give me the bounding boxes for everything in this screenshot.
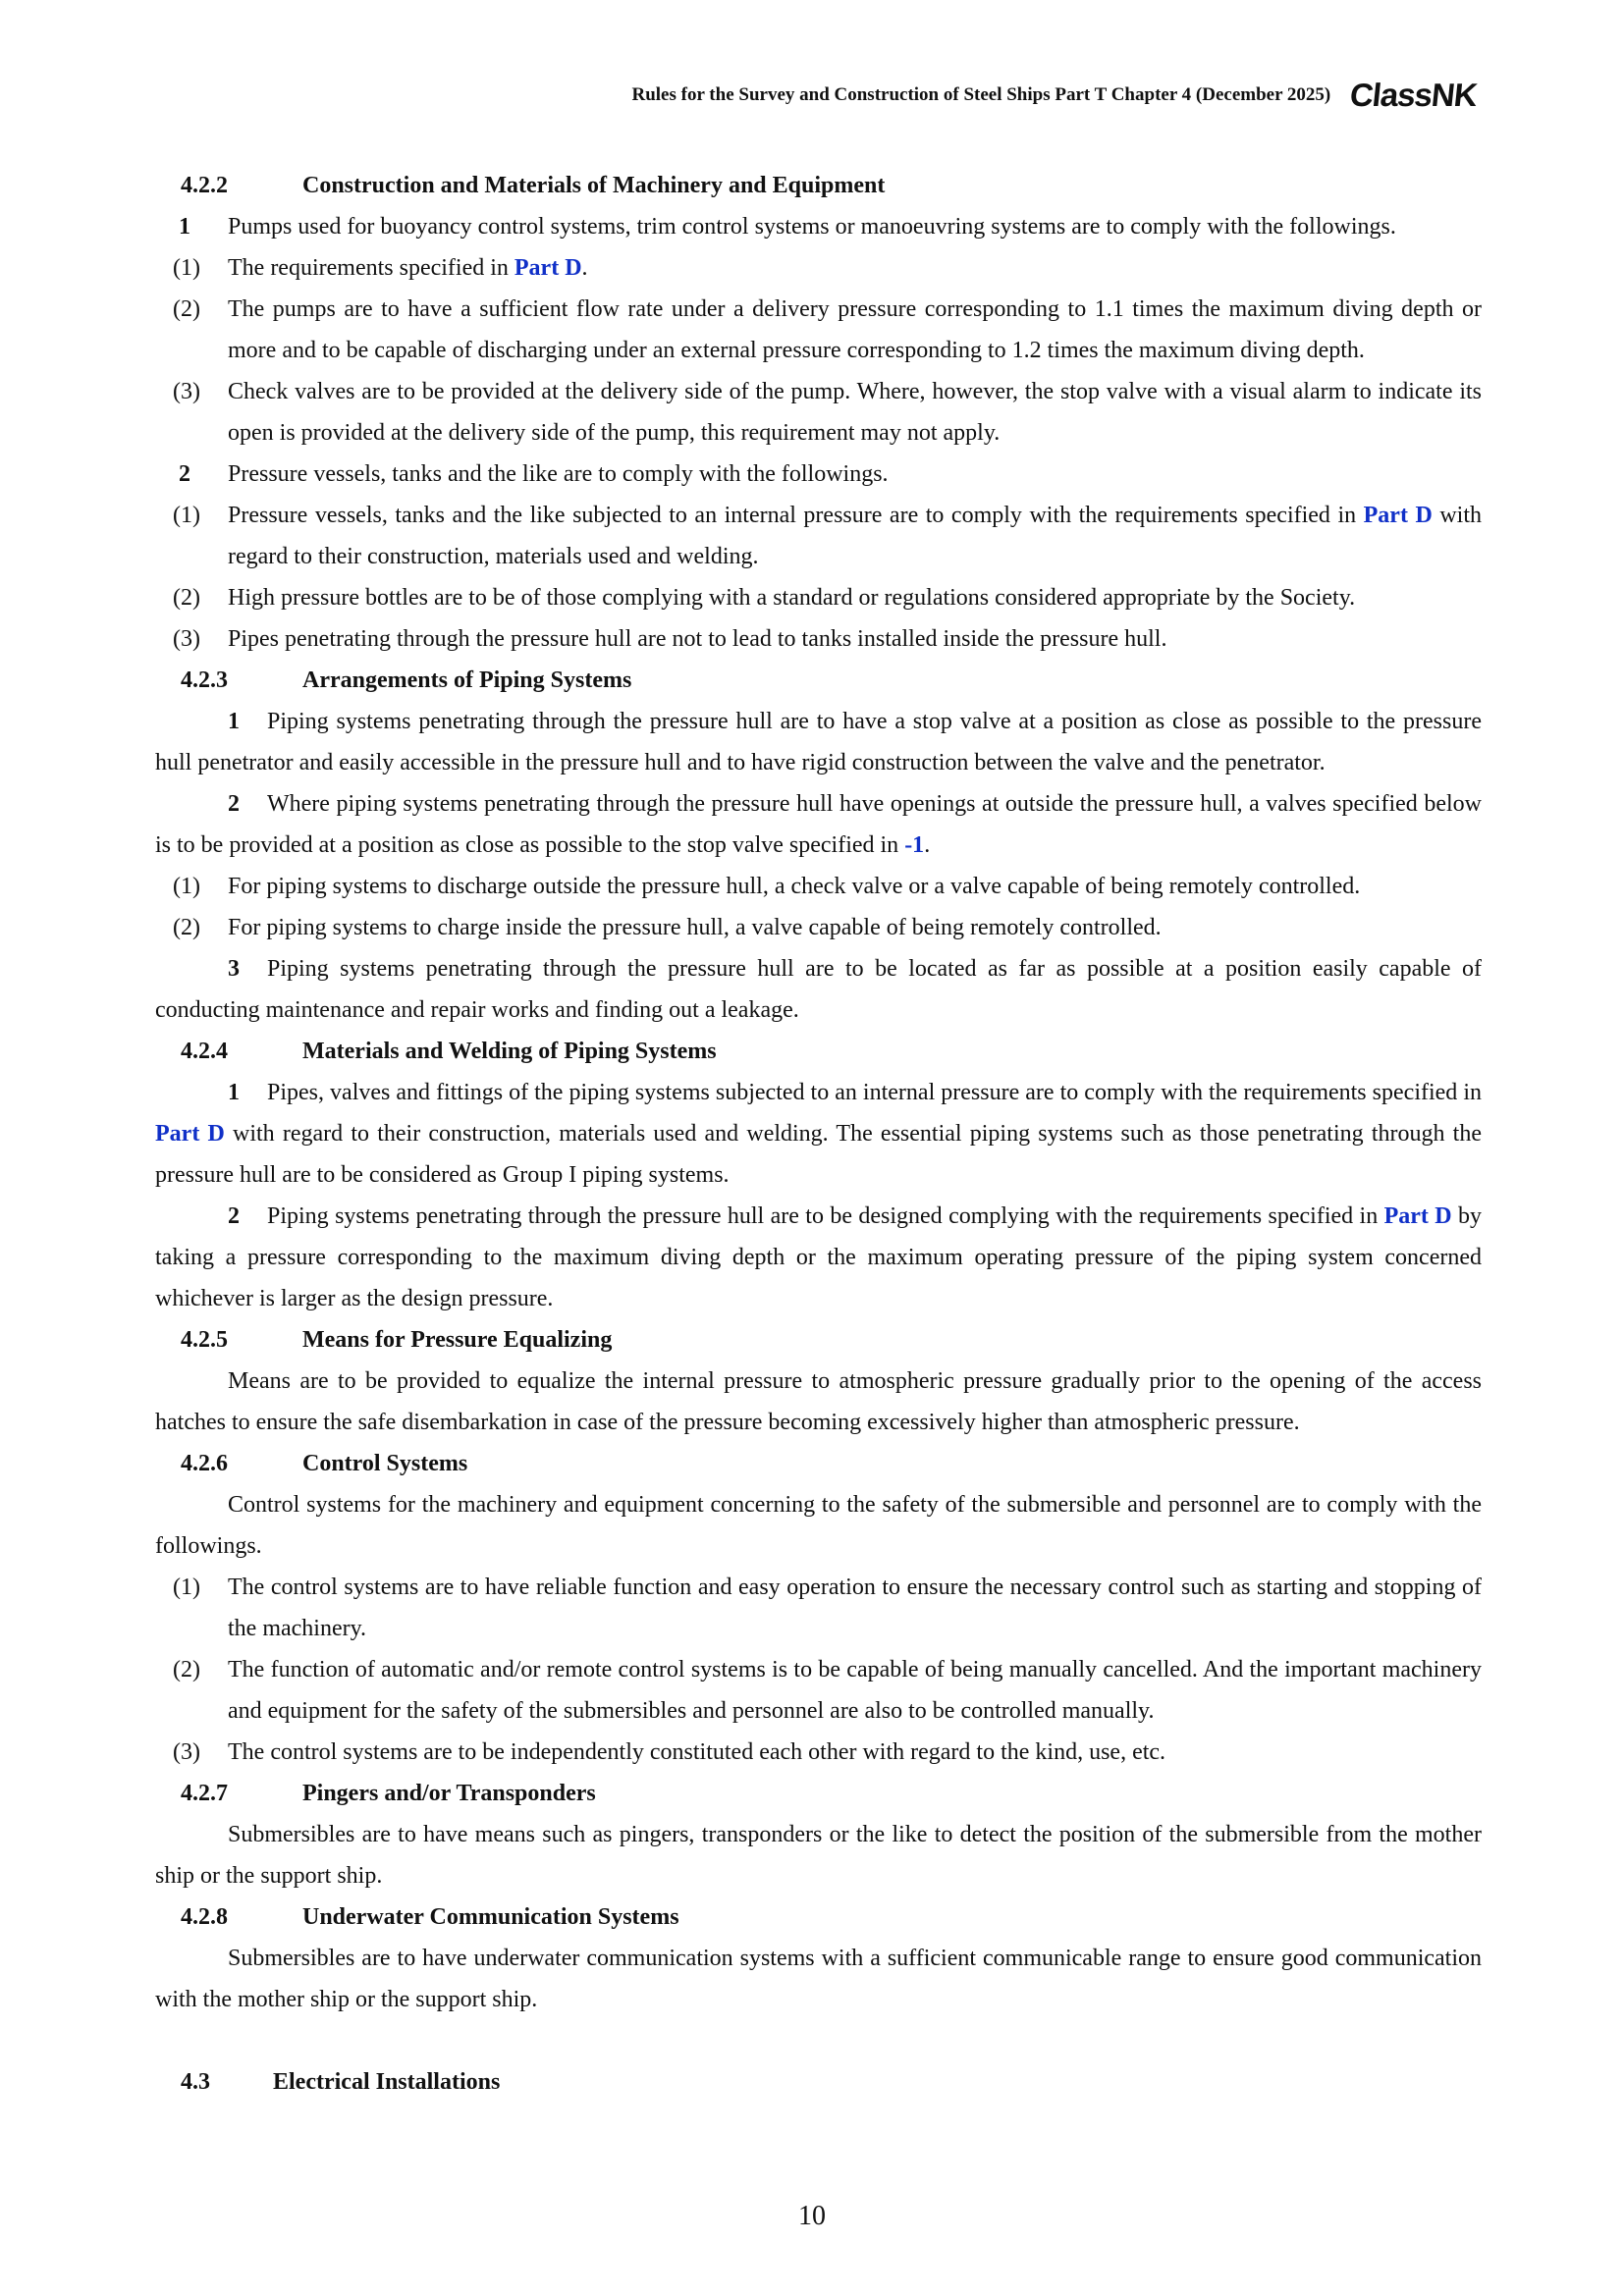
part-d-link[interactable]: Part D: [1383, 1203, 1452, 1229]
paragraph-4-2-3-2: 2 Where piping systems penetrating through the pressure hull have openings at outside the pressure hull, a valves specified below is to be provided at a position as close as possible to the stop valve specified in -1.: [155, 791, 1482, 858]
page-number: 10: [798, 2201, 826, 2231]
section-heading-4-3: 4.3 Electrical Installations: [181, 2069, 501, 2095]
document-body: [155, 165, 1482, 2103]
section-heading-4-2-7: 4.2.7 Pingers and/or Transponders: [181, 1781, 596, 1806]
list-item: (2) For piping systems to charge inside the pressure hull, a valve capable of being remotely controlled.: [173, 915, 1162, 940]
part-d-link[interactable]: Part D: [1363, 503, 1433, 528]
list-item: (3) Check valves are to be provided at the delivery side of the pump. Where, however, the stop valve with a visual alarm to indicate its open is provided at the delivery side of the pump, this requirement may not apply.: [173, 379, 1482, 446]
list-item: (2) High pressure bottles are to be of those complying with a standard or regulations considered appropriate by the Society.: [173, 585, 1356, 611]
list-item: (1) The requirements specified in Part D.: [173, 255, 588, 281]
paragraph-4-2-5: Means are to be provided to equalize the internal pressure to atmospheric pressure gradually prior to the opening of the access hatches to ensure the safe disembarkation in case of the pressure becoming excessively higher than atmospheric pressure.: [155, 1368, 1482, 1435]
paragraph-4-2-2-1: 1 Pumps used for buoyancy control systems, trim control systems or manoeuvring systems are to comply with the followings.: [179, 214, 1396, 240]
paragraph-4-2-4-1: 1 Pipes, valves and fittings of the piping systems subjected to an internal pressure are to comply with the requirements specified in Part D with regard to their construction, materials used and welding. The essential piping systems such as those penetrating through the pressure hull are to be considered as Group I piping systems.: [155, 1080, 1482, 1188]
paragraph-4-2-6: Control systems for the machinery and equipment concerning to the safety of the submersible and personnel are to comply with the followings.: [155, 1492, 1482, 1559]
list-item: (3) Pipes penetrating through the pressure hull are not to lead to tanks installed inside the pressure hull.: [173, 626, 1167, 652]
paragraph-4-2-4-2: 2 Piping systems penetrating through the pressure hull are to be designed complying with the requirements specified in Part D by taking a pressure corresponding to the maximum diving depth or the maximum operating pressure of the piping system concerned whichever is larger as the design pressure.: [155, 1203, 1483, 1311]
header-title: Rules for the Survey and Construction of Steel Ships Part T Chapter 4 (December 2025): [631, 84, 1331, 105]
classnk-logo: ClassNK: [1348, 77, 1479, 113]
paragraph-4-2-7: Submersibles are to have means such as pingers, transponders or the like to detect the position of the submersible from the mother ship or the support ship.: [155, 1822, 1482, 1889]
list-item: (1) The control systems are to have reliable function and easy operation to ensure the necessary control such as starting and stopping of the machinery.: [173, 1575, 1482, 1641]
paragraph-4-2-3-3: 3 Piping systems penetrating through the pressure hull are to be located as far as possible at a position easily capable of conducting maintenance and repair works and finding out a leakage.: [155, 956, 1482, 1023]
paragraph-1-link[interactable]: -1: [904, 832, 925, 858]
list-item: (1) Pressure vessels, tanks and the like subjected to an internal pressure are to comply with the requirements specified in Part D with regard to their construction, materials used and welding.: [173, 503, 1483, 569]
section-heading-4-2-3: 4.2.3 Arrangements of Piping Systems: [181, 667, 632, 693]
list-item: (1) For piping systems to discharge outside the pressure hull, a check valve or a valve capable of being remotely controlled.: [173, 874, 1361, 899]
section-heading-4-2-6: 4.2.6 Control Systems: [181, 1451, 468, 1476]
section-heading-4-2-5: 4.2.5 Means for Pressure Equalizing: [181, 1327, 613, 1353]
page-header: [631, 77, 1477, 114]
part-d-link[interactable]: Part D: [155, 1121, 225, 1147]
section-heading-4-2-2: 4.2.2 Construction and Materials of Machinery and Equipment: [181, 173, 886, 198]
list-item: (2) The function of automatic and/or remote control systems is to be capable of being manually cancelled. And the important machinery and equipment for the safety of the submersibles and personnel are also to be controlled manually.: [173, 1657, 1482, 1724]
list-item: (2) The pumps are to have a sufficient flow rate under a delivery pressure corresponding to 1.1 times the maximum diving depth or more and to be capable of discharging under an external pressure corresponding to 1.2 times the maximum diving depth.: [173, 296, 1482, 363]
paragraph-4-2-2-2: 2 Pressure vessels, tanks and the like are to comply with the followings.: [179, 461, 889, 487]
list-item: (3) The control systems are to be independently constituted each other with regard to the kind, use, etc.: [173, 1739, 1166, 1765]
section-heading-4-2-8: 4.2.8 Underwater Communication Systems: [181, 1904, 679, 1930]
part-d-link[interactable]: Part D: [514, 255, 582, 281]
paragraph-4-2-8: Submersibles are to have underwater communication systems with a sufficient communicable range to ensure good communication with the mother ship or the support ship.: [155, 1946, 1482, 2012]
section-heading-4-2-4: 4.2.4 Materials and Welding of Piping Systems: [181, 1039, 717, 1064]
paragraph-4-2-3-1: 1 Piping systems penetrating through the pressure hull are to have a stop valve at a position as close as possible to the pressure hull penetrator and easily accessible in the pressure hull and to have rigid construction between the valve and the penetrator.: [155, 709, 1482, 775]
